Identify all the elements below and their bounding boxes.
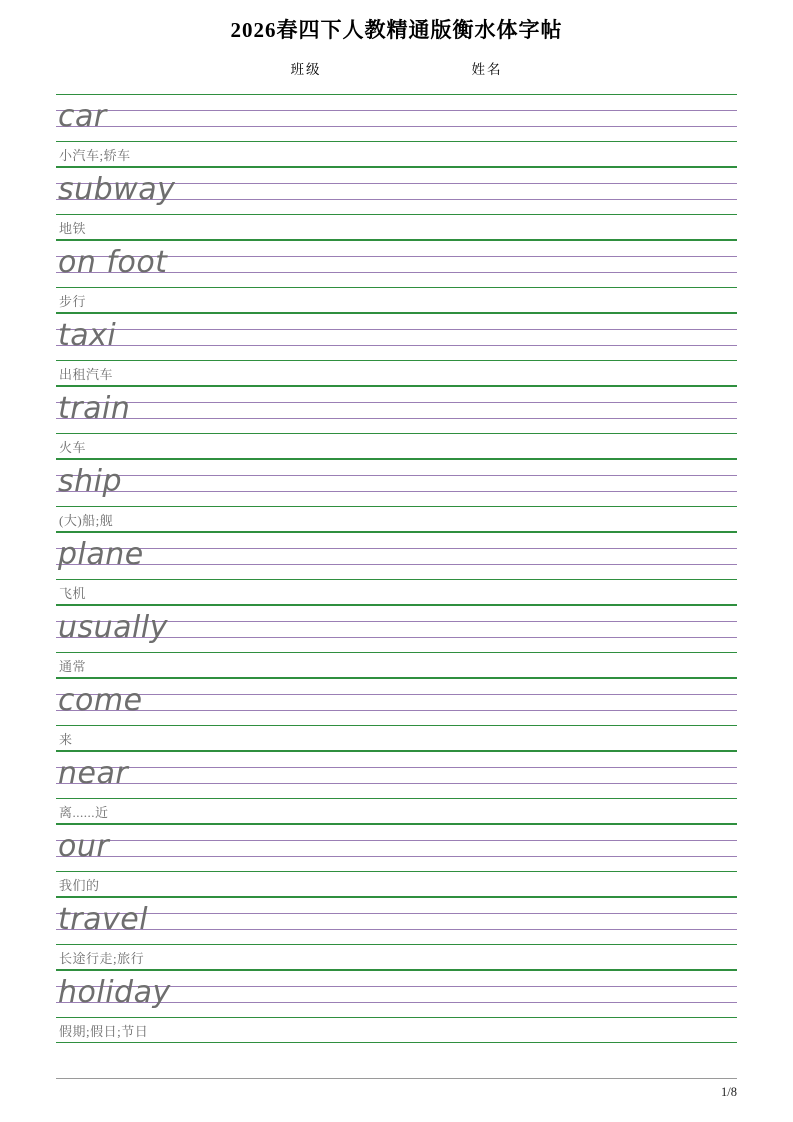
ruled-staff (56, 824, 737, 872)
ruled-staff (56, 532, 737, 580)
vocabulary-word: car (58, 99, 107, 134)
name-label: 姓名 (471, 62, 503, 77)
vocabulary-word: holiday (58, 975, 171, 1010)
translation-text: 通常 (59, 659, 87, 674)
word-block (56, 459, 737, 532)
translation-text: 步行 (59, 294, 87, 309)
guide-line (56, 110, 737, 111)
translation-text: 飞机 (59, 586, 87, 601)
guide-line (56, 418, 737, 419)
translation-row (56, 580, 737, 605)
translation-text: 假期;假日;节日 (59, 1024, 149, 1039)
translation-row (56, 288, 737, 313)
word-block (56, 167, 737, 240)
word-block (56, 897, 737, 970)
vocabulary-word: come (58, 683, 143, 718)
vocabulary-word: subway (58, 172, 176, 207)
vocabulary-word: near (58, 756, 129, 791)
translation-text: 火车 (59, 440, 87, 455)
guide-line (56, 856, 737, 857)
vocabulary-word: plane (58, 537, 144, 572)
ruled-staff (56, 94, 737, 142)
vocabulary-word: taxi (58, 318, 117, 353)
translation-text: 离......近 (59, 805, 109, 820)
vocabulary-word: our (58, 829, 110, 864)
word-block (56, 970, 737, 1043)
guide-line (56, 345, 737, 346)
guide-line (56, 126, 737, 127)
ruled-staff (56, 970, 737, 1018)
ruled-staff (56, 240, 737, 288)
guide-line (56, 783, 737, 784)
ruled-staff (56, 605, 737, 653)
vocabulary-word: usually (58, 610, 168, 645)
word-block (56, 824, 737, 897)
guide-line (56, 564, 737, 565)
vocabulary-word: travel (58, 902, 149, 937)
vocabulary-word: train (58, 391, 131, 426)
translation-text: 出租汽车 (59, 367, 114, 382)
translation-row (56, 726, 737, 751)
guide-line (56, 694, 737, 695)
translation-row (56, 142, 737, 167)
guide-line (56, 840, 737, 841)
guide-line (56, 329, 737, 330)
translation-text: 小汽车;轿车 (59, 148, 131, 163)
translation-row (56, 215, 737, 240)
ruled-staff (56, 751, 737, 799)
ruled-staff (56, 313, 737, 361)
translation-row (56, 945, 737, 970)
word-block (56, 313, 737, 386)
word-block (56, 678, 737, 751)
ruled-staff (56, 897, 737, 945)
translation-text: 地铁 (59, 221, 87, 236)
page-title: 2026春四下人教精通版衡水体字帖 (230, 18, 563, 42)
word-block (56, 240, 737, 313)
guide-line (56, 491, 737, 492)
ruled-staff (56, 386, 737, 434)
footer-divider (56, 1078, 737, 1079)
translation-row (56, 799, 737, 824)
word-block (56, 386, 737, 459)
ruled-staff (56, 459, 737, 507)
guide-line (56, 475, 737, 476)
translation-text: 长途行走;旅行 (59, 951, 145, 966)
guide-line (56, 548, 737, 549)
ruled-staff (56, 167, 737, 215)
page-number: 1/8 (721, 1085, 737, 1099)
guide-line (56, 402, 737, 403)
translation-row (56, 653, 737, 678)
translation-row (56, 1018, 737, 1043)
translation-row (56, 872, 737, 897)
guide-line (56, 710, 737, 711)
handwriting-sheet (56, 94, 737, 1043)
page-footer (56, 1078, 737, 1100)
vocabulary-word: ship (58, 464, 123, 499)
guide-line (56, 767, 737, 768)
translation-row (56, 434, 737, 459)
translation-row (56, 507, 737, 532)
guide-line (56, 913, 737, 914)
word-block (56, 532, 737, 605)
word-block (56, 751, 737, 824)
vocabulary-word: on foot (58, 245, 168, 280)
translation-text: 我们的 (59, 878, 100, 893)
ruled-staff (56, 678, 737, 726)
translation-text: 来 (59, 732, 73, 747)
translation-row (56, 361, 737, 386)
word-block (56, 605, 737, 678)
meta-row (56, 58, 737, 78)
word-block (56, 94, 737, 167)
class-label: 班级 (290, 62, 322, 77)
guide-line (56, 929, 737, 930)
translation-text: (大)船;舰 (59, 513, 114, 528)
